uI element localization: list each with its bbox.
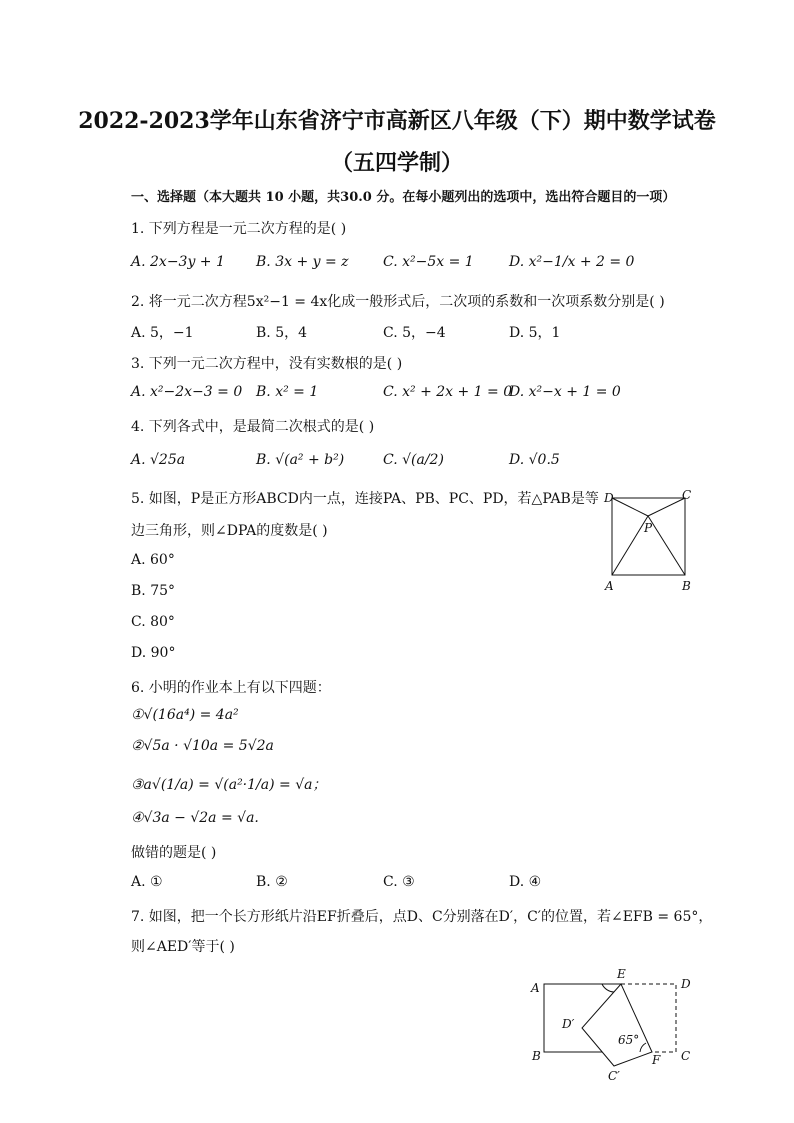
q5-option-d: D. 90° (131, 645, 176, 661)
q2-option-b: B. 5，4 (256, 325, 308, 341)
segment-pd (612, 498, 648, 516)
q2-option-c: C. 5，−4 (383, 325, 446, 341)
q3-option-c: C. x² + 2x + 1 = 0 (383, 384, 513, 400)
q4-option-b: B. √(a² + b²) (256, 452, 345, 468)
q5-option-a: A. 60° (131, 552, 175, 568)
label-c: C (681, 1049, 691, 1063)
q2-option-d: D. 5，1 (509, 325, 561, 341)
question-5-stem-line2: 边三角形，则∠DPA的度数是( ) (131, 523, 328, 539)
q6-option-d: D. ④ (509, 874, 542, 890)
label-b: B (532, 1049, 541, 1063)
question-6-stem: 6. 小明的作业本上有以下四题： (131, 680, 331, 696)
label-c-prime: C′ (608, 1069, 620, 1083)
q1-option-c: C. x²−5x = 1 (383, 254, 474, 270)
label-angle-65: 65° (618, 1033, 640, 1047)
q4-option-d: D. √0.5 (509, 452, 560, 468)
square-abcd (612, 498, 685, 575)
q3-option-a: A. x²−2x−3 = 0 (131, 384, 243, 400)
q6-item-2: ②√5a · √10a = 5√2a (131, 738, 274, 754)
q6-ask: 做错的题是( ) (131, 845, 217, 861)
question-2-stem: 2. 将一元二次方程5x²−1 = 4x化成一般形式后，二次项的系数和一次项系数分别是( ) (131, 294, 665, 310)
question-5-stem-line1: 5. 如图，P是正方形ABCD内一点，连接PA、PB、PC、PD，若△PAB是等 (131, 491, 599, 507)
question-1-stem: 1. 下列方程是一元二次方程的是( ) (131, 221, 347, 237)
question-3-stem: 3. 下列一元二次方程中，没有实数根的是( ) (131, 356, 403, 372)
segment-pc (648, 498, 685, 516)
segment-pb (648, 516, 685, 575)
label-f: F (652, 1053, 661, 1067)
question-7-stem-line1: 7. 如图，把一个长方形纸片沿EF折叠后，点D、C分别落在D′，C′的位置，若∠EFB = 65°， (131, 909, 713, 925)
label-c: C (682, 488, 692, 502)
label-p: P (644, 521, 653, 535)
label-a: A (531, 981, 540, 995)
q6-item-1: ①√(16a⁴) = 4a² (131, 707, 239, 723)
q6-item-4: ④√3a − √2a = √a. (131, 810, 259, 826)
q3-option-b: B. x² = 1 (256, 384, 319, 400)
q5-option-b: B. 75° (131, 583, 176, 599)
question-4-stem: 4. 下列各式中，是最简二次根式的是( ) (131, 419, 375, 435)
figure-folded-rectangle (524, 964, 704, 1086)
section-header: 一、选择题（本大题共 10 小题，共30.0 分。在每小题列出的选项中，选出符合题目的一项） (131, 190, 676, 205)
folded-flap (582, 984, 652, 1066)
label-d: D (604, 491, 614, 505)
q6-item-3: ③a√(1/a) = √(a²·1/a) = √a； (131, 777, 327, 793)
page-subtitle: （五四学制） (330, 150, 463, 176)
q5-option-c: C. 80° (131, 614, 175, 630)
figure-square-abcd (598, 486, 698, 596)
q6-option-c: C. ③ (383, 874, 415, 890)
q1-option-a: A. 2x−3y + 1 (131, 254, 225, 270)
q1-option-d: D. x²−1/x + 2 = 0 (509, 254, 635, 270)
page-title: 2022-2023学年山东省济宁市高新区八年级（下）期中数学试卷 (78, 108, 716, 134)
q4-option-c: C. √(a/2) (383, 452, 444, 468)
q6-option-a: A. ① (131, 874, 163, 890)
angle-arc-e (602, 984, 614, 992)
q2-option-a: A. 5，−1 (131, 325, 194, 341)
question-7-stem-line2: 则∠AED′等于( ) (131, 939, 235, 955)
q6-option-b: B. ② (256, 874, 288, 890)
q3-option-d: D. x²−x + 1 = 0 (509, 384, 621, 400)
q1-option-b: B. 3x + y = z (256, 254, 349, 270)
label-d-prime: D′ (562, 1017, 575, 1031)
label-b: B (682, 579, 691, 593)
q4-option-a: A. √25a (131, 452, 186, 468)
label-a: A (605, 579, 614, 593)
segment-pa (612, 516, 648, 575)
label-e: E (617, 967, 626, 981)
label-d: D (681, 977, 691, 991)
